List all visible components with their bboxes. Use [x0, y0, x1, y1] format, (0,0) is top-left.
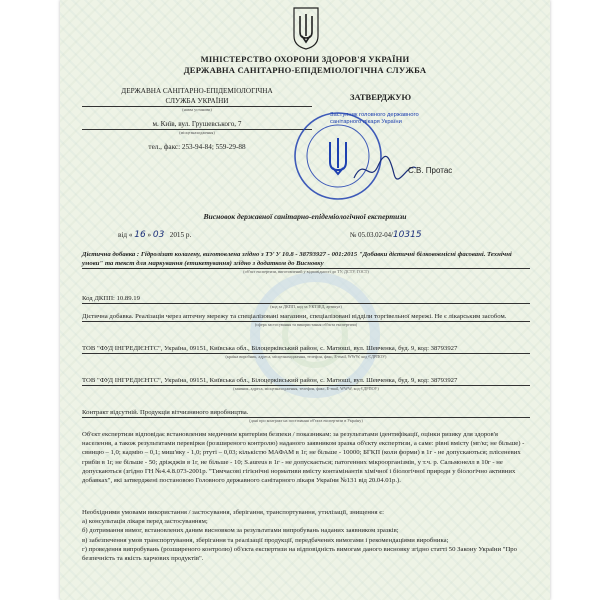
- ministry-name: МІНІСТЕРСТВО ОХОРОНИ ЗДОРОВ'Я УКРАЇНИ: [200, 54, 410, 64]
- issuer-phone: тел., факс: 253-94-84; 559-29-88: [148, 143, 246, 151]
- issuer-name-line1: ДЕРЖАВНА САНІТАРНО-ЕПІДЕМІОЛОГІЧНА: [121, 87, 273, 95]
- contract-caption: (дані про контракт на постачання об'єкта експертизи в Україну): [82, 417, 530, 424]
- coat-of-arms-icon: [292, 6, 320, 50]
- manufacturer-section: [82, 344, 530, 360]
- conditions-title: Необхідними умовами використання / застосування, зберігання, транспортування, утилізації, знищення є:: [82, 509, 385, 516]
- ministry-header: [60, 54, 550, 76]
- number-prefix: № 05.03.02-04/: [350, 232, 393, 239]
- usage-caption: (сфера застосування та використання об'єкта експертизи): [82, 321, 530, 328]
- dkpp-section: [82, 294, 530, 310]
- document-date: від « 16 » 03 2015 р.: [118, 230, 192, 240]
- document-number: [350, 230, 422, 240]
- approval-label: ЗАТВЕРДЖУЮ: [350, 92, 412, 102]
- approval-caption: [330, 112, 470, 126]
- applicant-caption: (заявник, адреса, місцезнаходження, телефон, факс, E-mail, WWW, код ЄДРПОУ): [82, 385, 530, 392]
- condition-item: в) забезпечення умов транспортування, зберігання та реалізації продукції, передбачених вимогами і рекомендаціями виробника;: [82, 536, 449, 544]
- usage-section: [82, 312, 530, 328]
- document-page: [60, 0, 550, 600]
- document-title: Висновок державної санітарно-епідеміологічної експертизи: [203, 212, 407, 221]
- applicant-section: [82, 376, 530, 392]
- findings-text: Об'єкт експертизи відповідає встановленим медичним критеріям безпеки / показникам: за результатами ідентифікації, оцінки ризику для здоров'я населення, а також результатами перевірки (розширеного контролю) наданого заявником зразка об'єкту експертизи, а саме: рівні вмісту (мг/кг, не більше) - свинцю – 1,0; кадмію – 0,1; миш'яку - 1,0; ртуті – 0,03; кількістю МАФАМ в 1г, не більше - 10000; БГКП (коли форми) в 1г - не допускаються; плісеневих грибів в 1г, не більше - 50; дріжджів в 1г, не більше - 10; S.aureus в 1г - не допускається; патогенних мікроорганізмів, у т.ч. р. Сальмонелл в 10г - не допускаються (згідно ГН №4.4.8.073-2001р. "Тимчасові гігієнічні нормативи вмісту контамінантів хімічної і біологічної природи у біологічно активних добавках", які затверджені постановою Головного державного санітарного лікаря України №131 від 20.04.01р.).: [82, 431, 525, 485]
- issuer-name-caption: (назва установи): [82, 106, 312, 113]
- condition-item: г) проведення випробувань (розширеного контролю) об'єкта експертизи на відповідність вимогам даного висновку згідно статті 50 Закону України "Про безпечність та якість харчових продуктів".: [82, 545, 517, 563]
- date-year: 2015 р.: [169, 231, 192, 239]
- date-day: 16: [134, 230, 146, 240]
- number-value: 10315: [392, 230, 422, 240]
- service-name: ДЕРЖАВНА САНІТАРНО-ЕПІДЕМІОЛОГІЧНА СЛУЖБА: [183, 65, 427, 75]
- product-text: Дієтична добавка : Гідролізат колагену, виготовлена згідно з ТУ У 10.8 - 38793927 - 001:2015 "Добавки дієтичні білкововмісні фасовані. Технічні умови" та текст для маркування (етикетування) згідно з додатком до Висновку: [82, 251, 512, 268]
- date-month: 03: [152, 230, 165, 240]
- product-caption: (об'єкт експертизи, виготовлений у відповідності до ТУ, ДСТУ, ГОСТ): [82, 268, 530, 275]
- dkpp-caption: (код за ДКПП, код за УКТЗЕД, артикул): [82, 303, 530, 310]
- conditions-section: [82, 508, 530, 563]
- applicant-text: ТОВ "ФУД ІНГРЕДІЄНТС", Україна, 09151, Київська обл., Білоцерківський район, с. Матюші, вул. Шевченка, буд. 9, код: 38793927: [82, 377, 458, 384]
- product-section: [82, 250, 530, 275]
- issuer-name-line2: СЛУЖБА УКРАЇНИ: [165, 97, 229, 105]
- condition-item: б) дотримання вимог, встановлених даним висновком за результатами випробувань наданих заявником зразків;: [82, 527, 399, 535]
- issuer-block: [82, 86, 312, 152]
- manufacturer-text: ТОВ "ФУД ІНГРЕДІЄНТС", Україна, 09151, Київська обл., Білоцерківський район, с. Матюші, вул. Шевченка, буд. 9, код: 38793927: [82, 345, 458, 352]
- findings-section: [82, 430, 530, 485]
- usage-text: Дієтична добавка. Реалізація через аптечну мережу та спеціалізовані магазини, спеціалізовані відділи торгівельної мережі. Не є лікарським засобом.: [82, 313, 507, 320]
- issuer-address: м. Київ, вул. Грушевського, 7: [152, 120, 242, 128]
- condition-item: а) консультація лікаря перед застосуванням;: [82, 518, 208, 526]
- approval-caption-line2: санітарного лікаря України: [330, 119, 402, 125]
- dkpp-text: Код ДКПП: 10.89.19: [82, 295, 140, 302]
- contract-section: [82, 408, 530, 424]
- approval-caption-line1: Заступник головного державного: [330, 112, 419, 118]
- date-prefix: від: [118, 231, 128, 239]
- contract-text: Контракт відсутній. Продукція вітчизняного виробництва.: [82, 409, 249, 416]
- signer-name: С.В. Протас: [408, 166, 453, 175]
- manufacturer-caption: (країна виробник, адреса, місцезнаходження, телефон, факс, E-mail, WWW, код ЄДРПОУ): [82, 353, 530, 360]
- issuer-address-caption: (місцезнаходження): [82, 129, 312, 136]
